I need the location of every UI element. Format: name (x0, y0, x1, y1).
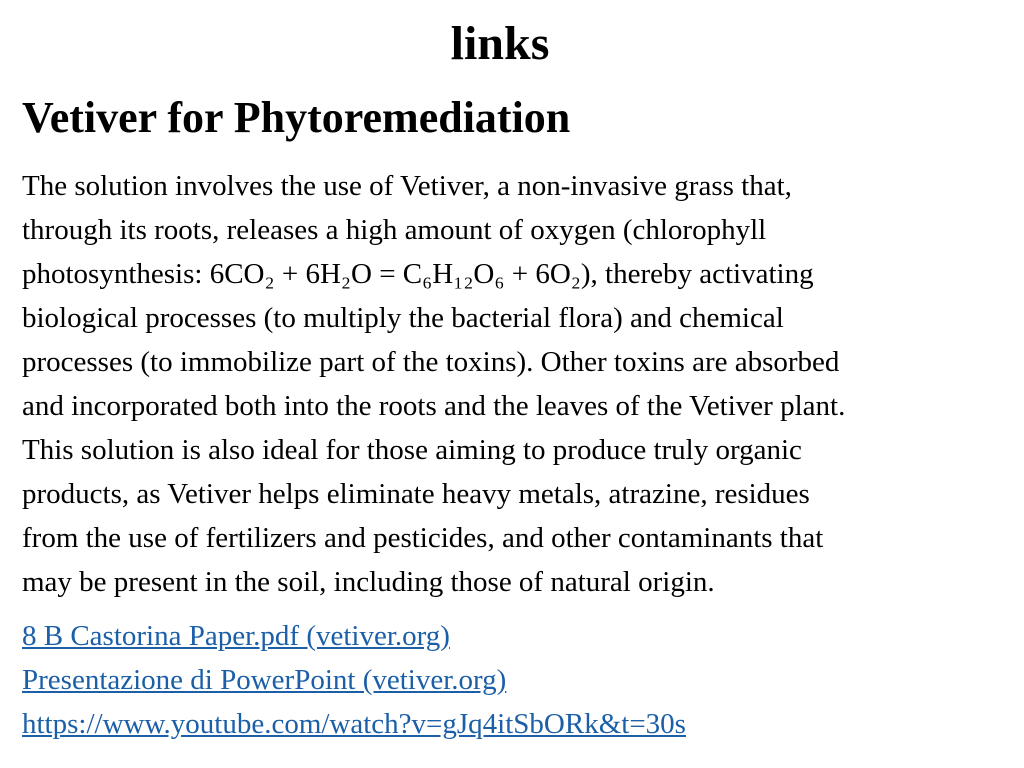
body-line: may be present in the soil, including those of natural origin. (22, 566, 715, 598)
links-list (22, 614, 686, 746)
body-paragraph (22, 164, 1012, 604)
body-line: This solution is also ideal for those aiming to produce truly organic (22, 434, 802, 466)
body-line: biological processes (to multiply the bacterial flora) and chemical (22, 302, 784, 334)
body-line: through its roots, releases a high amount of oxygen (chlorophyll (22, 214, 767, 246)
link-powerpoint-presentation[interactable]: Presentazione di PowerPoint (vetiver.org) (22, 664, 507, 696)
link-youtube-video[interactable]: https://www.youtube.com/watch?v=gJq4itSbORk&t=30s (22, 708, 686, 740)
body-line: and incorporated both into the roots and the leaves of the Vetiver plant. (22, 390, 846, 422)
body-line: photosynthesis: 6CO₂ + 6H₂O = C₆H₁₂O₆ + 6O₂), thereby activating (22, 258, 814, 290)
body-line: from the use of fertilizers and pesticides, and other contaminants that (22, 522, 824, 554)
body-line: The solution involves the use of Vetiver, a non-invasive grass that, (22, 170, 792, 202)
page-title: links (450, 17, 550, 70)
section-heading: Vetiver for Phytoremediation (22, 93, 571, 142)
body-line: processes (to immobilize part of the toxins). Other toxins are absorbed (22, 346, 840, 378)
link-castorina-paper[interactable]: 8 B Castorina Paper.pdf (vetiver.org) (22, 620, 450, 652)
body-line: products, as Vetiver helps eliminate heavy metals, atrazine, residues (22, 478, 810, 510)
